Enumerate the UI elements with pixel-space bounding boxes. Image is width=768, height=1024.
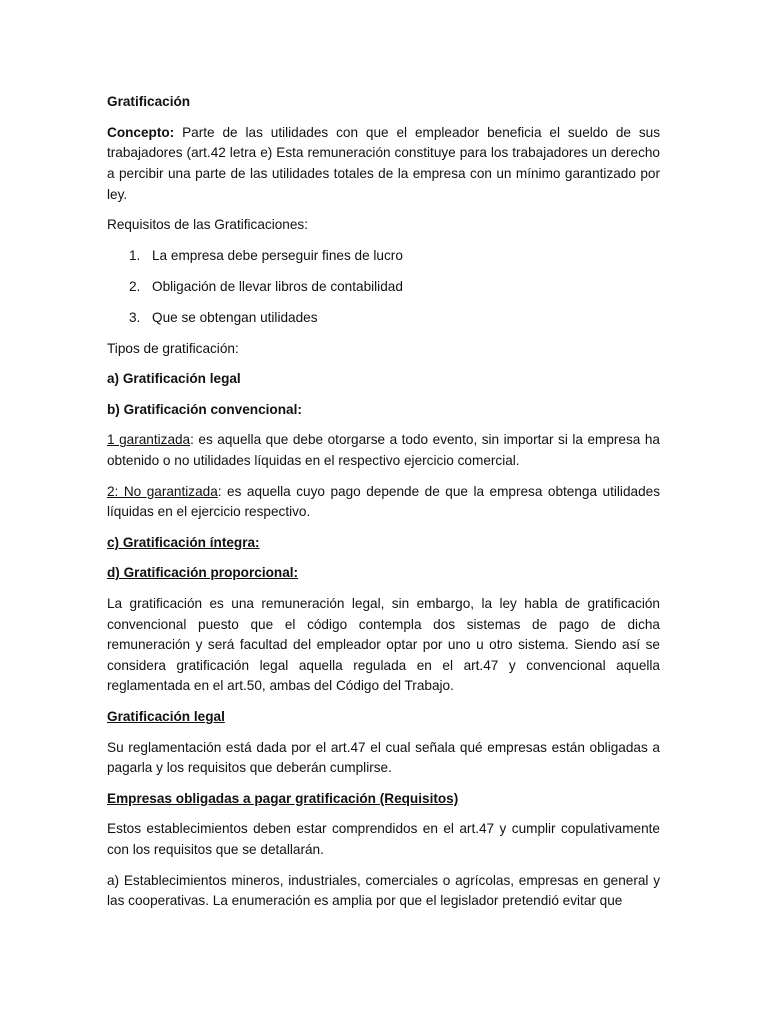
list-item-text: Que se obtengan utilidades: [152, 309, 318, 325]
list-item-number: 3.: [129, 309, 141, 325]
garantizada-paragraph: [107, 430, 660, 471]
concepto-label: Concepto:: [107, 124, 175, 140]
garantizada-text: : es aquella que debe otorgarse a todo evento, sin importar si la empresa ha obtenido o no utilidades líquidas en el respectivo ejercicio comercial.: [107, 432, 660, 469]
list-item-text: La empresa debe perseguir fines de lucro: [152, 247, 403, 263]
concepto-text: Parte de las utilidades con que el empleador beneficia el sueldo de sus trabajadores (art.42 letra e) Esta remuneración constituye para los trabajadores un derecho a percibir una parte de las utilidades totales de la empresa con un mínimo garantizado por ley.: [107, 124, 660, 202]
tipo-a-heading: a) Gratificación legal: [107, 371, 241, 387]
no-garantizada-paragraph: [107, 482, 660, 523]
tipo-b-heading: b) Gratificación convencional:: [107, 401, 302, 417]
requisitos-heading: Requisitos de las Gratificaciones:: [107, 217, 308, 233]
remuneracion-paragraph: La gratificación es una remuneración legal, sin embargo, la ley habla de gratificación convencional puesto que el código contempla dos sistemas de pago de dicha remuneración y será facultad del empleador optar por uno u otro sistema. Siendo así se considera gratificación legal aquella regulada en el art.47 y convencional aquella reglamentada en el art.50, ambas del Código del Trabajo.: [107, 596, 660, 694]
list-item: [107, 277, 660, 298]
list-item-number: 1.: [129, 247, 141, 263]
legal-paragraph: Su reglamentación está dada por el art.47 el cual señala qué empresas están obligadas a pagarla y los requisitos que deberán cumplirse.: [107, 739, 660, 776]
garantizada-label: 1 garantizada: [107, 432, 191, 448]
tipo-d-paragraph: [107, 563, 660, 584]
list-item-number: 2.: [129, 278, 141, 294]
concepto-paragraph: [107, 123, 660, 205]
legal-heading-paragraph: [107, 707, 660, 728]
list-item: [107, 246, 660, 267]
list-item-text: Obligación de llevar libros de contabilidad: [152, 278, 403, 294]
document-title: Gratificación: [107, 94, 191, 109]
empresas-heading-paragraph: [107, 789, 660, 810]
tipo-c-heading: c) Gratificación íntegra:: [107, 534, 260, 550]
tipo-d-heading: d) Gratificación proporcional:: [107, 565, 299, 581]
tipo-c-paragraph: [107, 533, 660, 554]
empresas-heading: Empresas obligadas a pagar gratificación (Requisitos): [107, 790, 459, 806]
tipos-heading: Tipos de gratificación:: [107, 340, 239, 356]
no-garantizada-label: 2: No garantizada: [107, 483, 218, 499]
no-garantizada-text: : es aquella cuyo pago depende de que la empresa obtenga utilidades líquidas en el ejercicio respectivo.: [107, 483, 660, 520]
requisitos-list: [107, 246, 660, 329]
empresas-paragraph: Estos establecimientos deben estar comprendidos en el art.47 y cumplir copulativamente con los requisitos que se detallarán.: [107, 821, 660, 857]
list-item: [107, 308, 660, 329]
establecimientos-paragraph: a) Establecimientos mineros, industriales, comerciales o agrícolas, empresas en general y las cooperativas. La enumeración es amplia por que el legislador pretendió evitar que: [107, 872, 660, 909]
legal-heading: Gratificación legal: [107, 709, 225, 725]
